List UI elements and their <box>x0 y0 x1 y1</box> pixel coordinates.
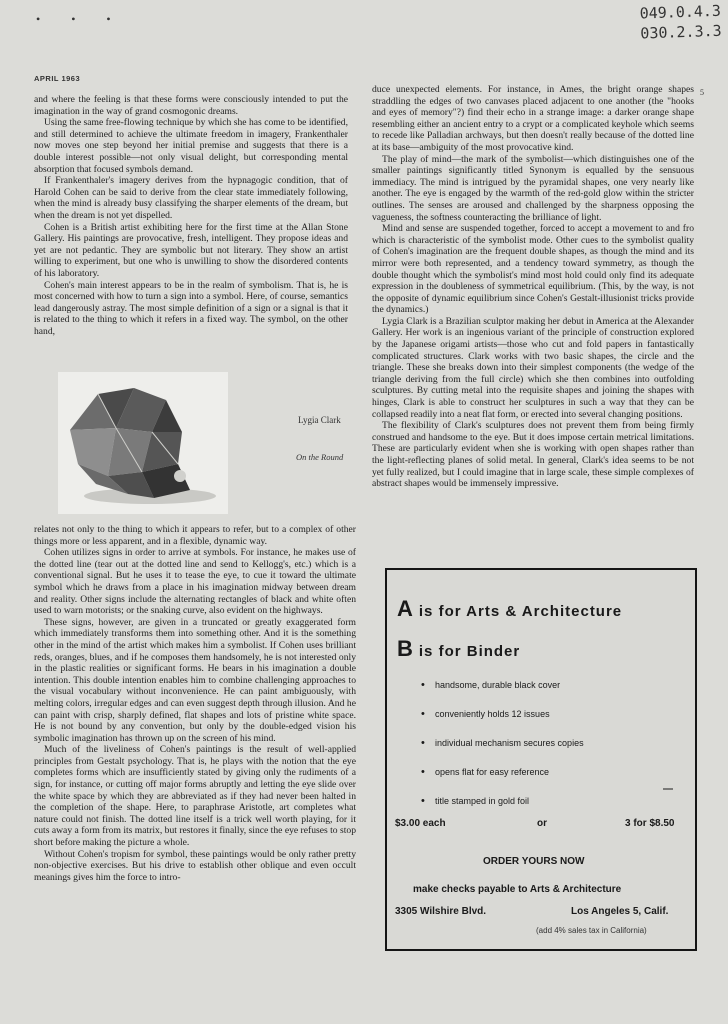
paragraph: duce unexpected elements. For instance, in Ames, the bright orange shapes straddling the edges of two canvases placed adjacent to one another (the "hooks and eyes of memory"?) find their echo in a strange image: a darker orange shape resembling either an ancient entry to a crypt or a complicated keyhole which seems to recede like Palladian archways, but then doesn't really because of the dotted line at its base—ambiguity of the most provocative kind. <box>372 84 694 153</box>
ad-letter-b: B <box>397 636 413 661</box>
issue-label: APRIL 1963 <box>34 74 81 83</box>
figure-caption-artist: Lygia Clark <box>298 415 341 425</box>
paragraph: Cohen is a British artist exhibiting here for the first time at the Allan Stone Gallery. His paintings are provocative, fresh, intelligent. They propose ideas and yet are not pedantic. They are symbolic but not literary. They show an artist willing to experiment, but one who is unwilling to show the disordered contents of his laboratory. <box>34 221 348 279</box>
ad-address-city: Los Angeles 5, Calif. <box>571 906 669 917</box>
paragraph: relates not only to the thing to which it appears to refer, but to a complex of other things more or less apparent, and in a flexible, dynamic way. <box>34 524 356 547</box>
top-dots: • • • <box>36 12 125 26</box>
page-number: 5 <box>700 88 704 97</box>
paragraph: and where the feeling is that these forms were consciously intended to put the imagination in the way of grand cosmogonic dreams. <box>34 94 348 117</box>
ad-feature-list <box>421 679 675 825</box>
list-item: • title stamped in gold foil <box>421 795 530 807</box>
ad-headline-a <box>397 596 622 622</box>
ad-headline-b <box>397 636 520 662</box>
archive-number <box>639 0 728 43</box>
list-item: • individual mechanism secures copies <box>421 737 584 749</box>
paragraph: Cohen's main interest appears to be in the realm of symbolism. That is, he is most concerned with how to turn a sign into a symbol. Here, of course, semantics lead dangerously astray. The most simple definition of a sign or a signal is that it is related to the thing to which it refers in a fixed way. The symbol, on the other hand, <box>34 279 348 337</box>
figure-caption-title: On the Round <box>296 452 344 462</box>
ad-address-street: 3305 Wilshire Blvd. <box>395 906 487 917</box>
ad-order-now: ORDER YOURS NOW <box>483 856 585 867</box>
paragraph: Without Cohen's tropism for symbol, these paintings would be only rather pretty non-objective exercises. But his drive to establish other oblique and even occult meanings gives him the force to intro- <box>34 848 356 883</box>
ad-tax-note: (add 4% sales tax in California) <box>536 926 647 935</box>
ad-checks-payable: make checks payable to Arts & Architecture <box>413 884 622 895</box>
paragraph: These signs, however, are given in a truncated or greatly exaggerated form which immediately transforms them into something other. And it is the something other in the mind of the artist which makes him a symbolist. If Cohen uses brilliant reds, oranges, blues, and if he composes them handsomely, he is not interested only in the plastic realities or significant forms. He bears in his imagination a double intention. This double intention enables him to combine challenging approaches to the visual vocabulary without inconvenience. He can paint ambiguously, with melting colors, irregular edges and can even suggest depth through illusion. And he can paint with crisp, sharply defined, flat shapes and lots of pristine white space. He is not bound by any convention, but only by the double-edged vision his symbolic imagination has thrown up on the screen of his mind. <box>34 616 356 744</box>
list-item: • handsome, durable black cover <box>421 679 561 691</box>
sculpture-illustration <box>58 372 228 514</box>
archive-number-line2: 030.2.3.3 <box>640 21 722 43</box>
bullet-icon: • <box>421 708 425 720</box>
bullet-icon: • <box>421 795 425 807</box>
list-item: • opens flat for easy reference <box>421 766 550 778</box>
paragraph: The play of mind—the mark of the symbolist—which distinguishes one of the smaller paintings significantly titled Synonym is equalled by the sensuous immediacy. The mind is intrigued by the pyramidal shapes, one very nearly like another. The eye is engaged by the warmth of the red-gold glow within the stricter outlines. The senses are aroused and challenged by the sharpness opposing the vagueness, the softness counteracting the brilliance of light. <box>372 153 694 223</box>
ad-price-bundle: 3 for $8.50 <box>625 818 675 829</box>
paragraph: Lygia Clark is a Brazilian sculptor making her debut in America at the Alexander Gallery. Her work is an ingenious variant of the principle of construction explored by the Japanese origami artists—those who cut and fold papers in fantastically complicated structures. Clark works with two basic shapes, the circle and the triangle. These she breaks down into their simplest components (the wedge of the triangle deriving from the full circle) which she then combines into outfolding sculptures. By cutting metal into the requisite shapes and joining the shapes with hinges, Clark is able to construct her sculptures in such a way that they can be collapsed readily into a neat flat form, or erected into several changing positions. <box>372 315 694 420</box>
ad-headline-a-text: is for Arts & Architecture <box>418 603 623 620</box>
ad-price-each: $3.00 each <box>395 818 446 829</box>
binder-advertisement <box>385 568 697 951</box>
article-column-right <box>372 84 694 490</box>
ad-letter-a: A <box>397 596 413 621</box>
bullet-icon: • <box>421 679 425 691</box>
paragraph: Mind and sense are suspended together, forced to accept a movement to and fro which is characteristic of the symbolist mode. Other cues to the symbolist quality of Cohen's imagination are the frequent double shapes, as though the mind and its mirror were both represented, and a tendency toward symmetry, as though the double thought which the symbolist's mind most hold could only find its adequate expression in the doubleness of symmetrical equilibrium. (This, by the way, is not the opposite of dynamic equilibrium since Cohen's Gestalt-illusionist tricks provide the dynamics.) <box>372 223 694 316</box>
dash-mark-icon <box>663 786 673 792</box>
ad-price-or: or <box>537 818 547 829</box>
paragraph: Cohen utilizes signs in order to arrive at symbols. For instance, he makes use of the dotted line (tear out at the dotted line and send to Kellogg's, etc.) which is a conventional signal. But he uses it to tease the eye, to cue it toward the ultimate symbol which he draws from a place in his imagination midway between dream and reality. Other signs include the alternating rectangles of black and white often used to warn motorists; or the snaking curve, also evident on the highways. <box>34 547 356 617</box>
paragraph: The flexibility of Clark's sculptures does not prevent them from being firmly construed and handsome to the eye. But it does impose certain metrical limitations. These are particularly evident when she is working with open shapes rather than the light-reflecting planes of solid metal. In general, Clark's idea seems to be not yet fully realized, but I could imagine that in large scale, these simple complexes of abstract shapes would be immensely impressive. <box>372 420 694 490</box>
bullet-icon: • <box>421 766 425 778</box>
sculpture-photo <box>58 372 228 514</box>
bullet-icon: • <box>421 737 425 749</box>
paragraph: Using the same free-flowing technique by which she has come to be identified, and still determined to achieve the ultimate freedom in imagery, Frankenthaler now moves one step beyond her initial premise and suggests that there is a double interest possible—not only visual delight, but corresponding mental absorption that focused symbols demand. <box>34 117 348 175</box>
ad-headline-b-text: is for Binder <box>418 643 521 660</box>
archive-number-line1: 049.0.4.3 <box>639 1 722 23</box>
paragraph: If Frankenthaler's imagery derives from the hypnagogic condition, that of Harold Cohen can be said to derive from the clear state immediately following, when the mind is already busy classifying the sharper elements of the dream, but when the dream is not yet dispelled. <box>34 175 348 221</box>
list-item: • conveniently holds 12 issues <box>421 708 550 720</box>
article-column-left-top <box>34 94 348 337</box>
article-column-left-bottom <box>34 524 356 883</box>
paragraph: Much of the liveliness of Cohen's paintings is the result of well-applied principles from Gestalt psychology. That is, he plays with the notion that the eye completes forms which are insufficiently stated by giving only the rudiments of a sign, for instance, or cutting off major forms abruptly and letting the eye slide over the white space by which they are abbreviated as if they had never been halted in the completion of the shape. Here, to paraphrase Aristotle, art completes what nature could not finish. The dotted line itself is a trick well worth playing, for it cuts away a form from its matrix, but restores it finally, since the eye refuses to stop short before making the picture a whole. <box>34 744 356 849</box>
